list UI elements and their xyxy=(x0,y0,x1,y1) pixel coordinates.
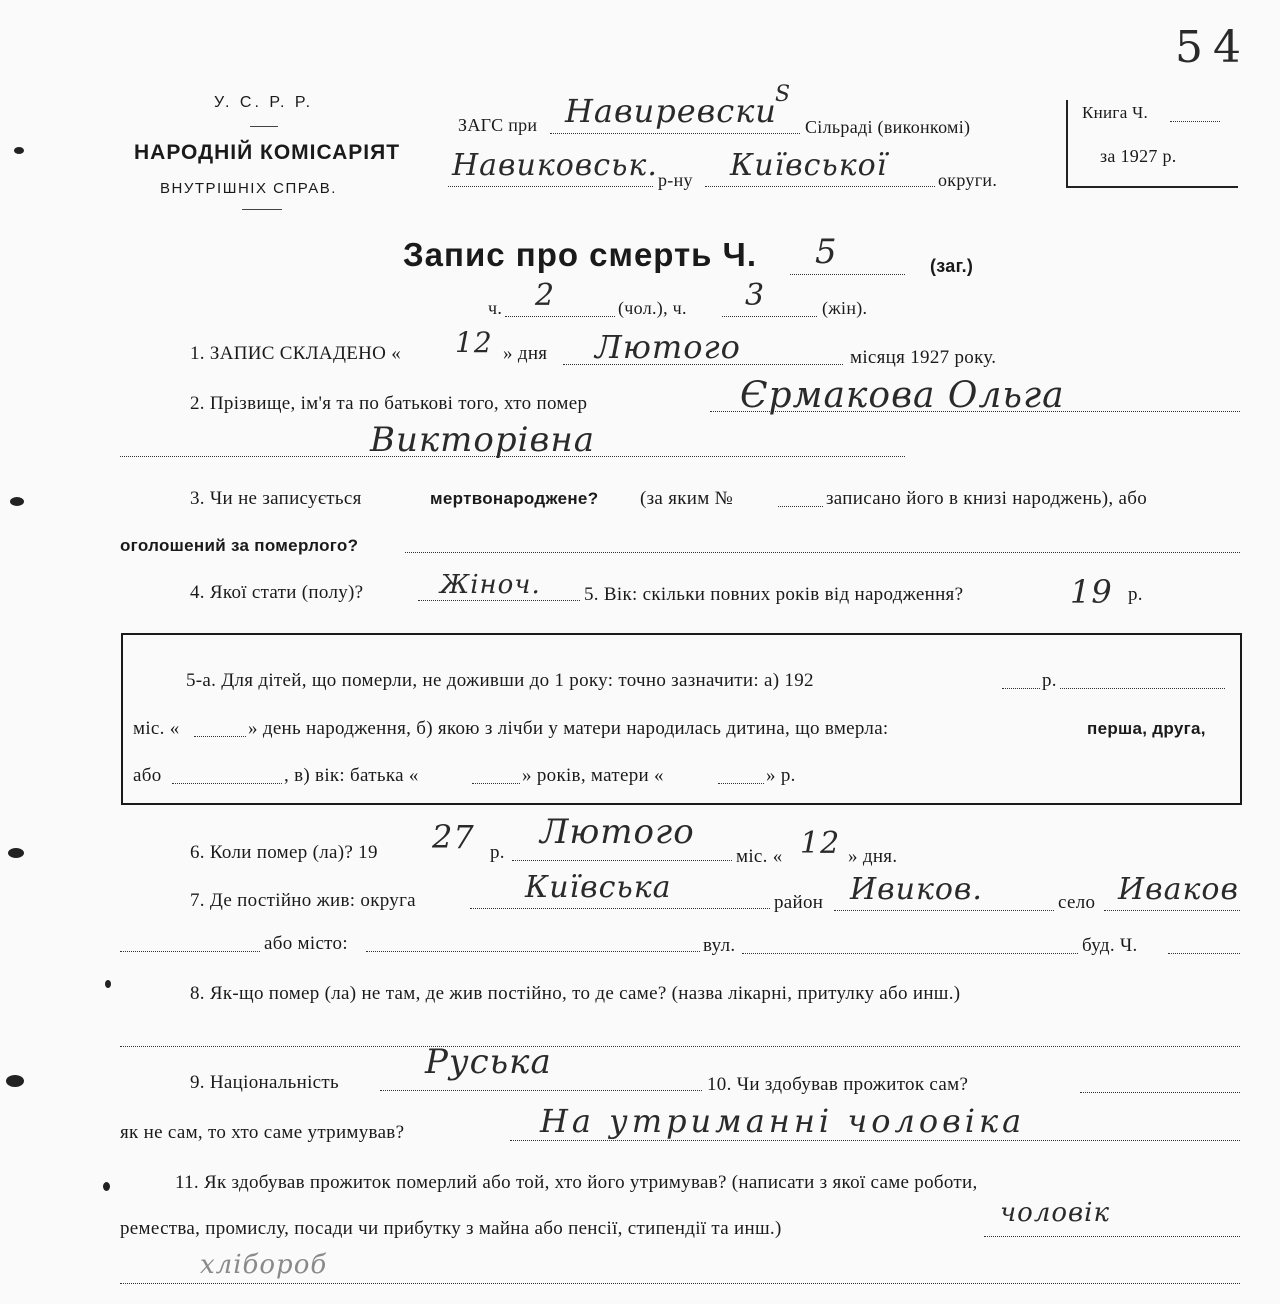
record-title: Запис про смерть Ч. xyxy=(403,236,757,273)
rayon-field-line xyxy=(448,186,653,187)
item7-street-line xyxy=(742,953,1078,954)
item7-rayon-line xyxy=(834,910,1054,911)
death-year-suffix: р. xyxy=(490,842,505,863)
item7-selo-label: село xyxy=(1058,892,1096,913)
death-month: Лютого xyxy=(540,812,695,852)
okruha-field-line xyxy=(705,186,935,187)
item3-number-line xyxy=(778,506,823,507)
deceased-patronymic: Викторівна xyxy=(370,420,595,460)
commissariat-subtitle: ВНУТРІШНІХ СПРАВ. xyxy=(160,180,337,197)
male-number-line xyxy=(505,316,615,317)
item5a-mother-line xyxy=(718,783,764,784)
item1-day: 12 xyxy=(455,326,493,359)
death-year: 27 xyxy=(432,818,475,856)
zags-sup: S xyxy=(775,82,792,107)
ink-spot xyxy=(105,980,111,988)
age-suffix: р. xyxy=(1128,584,1143,605)
zag-label: (заг.) xyxy=(930,256,974,276)
item11-line2 xyxy=(120,1283,1240,1284)
ch-label: ч. xyxy=(488,298,503,318)
death-day: 12 xyxy=(800,826,841,861)
item5a-day-line xyxy=(194,736,246,737)
female-number: 3 xyxy=(745,278,766,313)
item11-line xyxy=(984,1236,1240,1237)
item8-line xyxy=(120,1046,1240,1047)
item1-day-suffix: » дня xyxy=(503,343,548,364)
item10-label: 10. Чи здобував прожиток сам? xyxy=(707,1074,969,1095)
item10-supporter-line xyxy=(510,1140,1240,1141)
item5a-mother-label: » років, матери « xyxy=(522,765,664,786)
item7-label: 7. Де постійно жив: округа xyxy=(190,890,416,911)
occupation-value: хлібороб xyxy=(200,1250,328,1280)
item5a-line1: 5-а. Для дітей, що померли, не доживши до 1 року: точно зазначити: а) 192 xyxy=(186,670,814,691)
item1-month: Лютого xyxy=(595,328,741,366)
item11-label-cont: ремества, промислу, посади чи прибутку з майна або пенсії, стипендії та инш.) xyxy=(120,1218,782,1239)
item6-month-line xyxy=(512,860,732,861)
book-year: за 1927 р. xyxy=(1100,146,1177,166)
zags-value: Навиревски xyxy=(565,92,777,130)
female-label: (жін). xyxy=(822,298,868,318)
item9-line xyxy=(380,1090,702,1091)
item3-declared-dead: оголошений за померлого? xyxy=(120,536,359,555)
item1-year: місяця 1927 року. xyxy=(850,347,997,368)
item6-day-suffix: » дня. xyxy=(848,846,898,867)
republic-abbr: У. С. Р. Р. xyxy=(214,94,314,111)
zags-field-line xyxy=(550,133,800,134)
zags-label: ЗАГС при xyxy=(458,115,538,135)
item5-label: 5. Вік: скільки повних років від народження? xyxy=(584,584,964,605)
residence-selo: Иваков xyxy=(1118,872,1239,907)
item5a-month-label: міс. « xyxy=(133,718,180,739)
book-number-line xyxy=(1170,121,1220,122)
page-number: 54 xyxy=(1175,22,1251,73)
nationality-value: Руська xyxy=(425,1042,552,1082)
item10-supporter-label: як не сам, то хто саме утримував? xyxy=(120,1122,405,1143)
supporter-value: На утриманні чоловіка xyxy=(540,1102,1026,1140)
divider xyxy=(250,126,278,127)
punch-mark xyxy=(10,497,24,506)
age-value: 19 xyxy=(1070,573,1113,611)
punch-mark xyxy=(6,1075,24,1087)
item5a-or: або xyxy=(133,765,162,786)
item5a-year-line xyxy=(1002,688,1040,689)
item6-month-label: міс. « xyxy=(736,846,783,867)
item3-label: 3. Чи не записується xyxy=(190,488,362,509)
divider xyxy=(242,209,282,210)
item4-line xyxy=(418,600,580,601)
record-number: 5 xyxy=(815,232,838,272)
item5a-year-suffix: р. xyxy=(1042,670,1057,691)
male-label: (чол.), ч. xyxy=(618,298,687,318)
item7-street-label: вул. xyxy=(703,935,736,956)
item7-city-line xyxy=(366,951,700,952)
income-source-value: чоловік xyxy=(1000,1198,1111,1228)
item10-line xyxy=(1080,1092,1240,1093)
punch-mark xyxy=(14,147,24,154)
item8-label: 8. Як-що помер (ла) не там, де жив постійно, то де саме? (назва лікарні, притулку або инш.) xyxy=(190,983,961,1004)
book-label: Книга Ч. xyxy=(1082,103,1149,122)
residence-rayon: Ивиков. xyxy=(850,872,983,907)
item2-label: 2. Прізвище, ім'я та по батькові того, хто помер xyxy=(190,393,588,414)
item11-label: 11. Як здобував прожиток померлий або той, хто його утримував? (написати з якої саме роботи, xyxy=(175,1172,978,1193)
item3-line xyxy=(405,552,1240,553)
item5a-father-line xyxy=(472,783,520,784)
item5a-father-label: , в) вік: батька « xyxy=(284,765,419,786)
record-number-line xyxy=(790,274,905,275)
item7-line2 xyxy=(120,951,260,952)
item5a-order-line xyxy=(172,783,282,784)
deceased-name: Єрмакова Ольга xyxy=(740,375,1065,416)
residence-okruha: Київська xyxy=(525,870,672,905)
item7-selo-line xyxy=(1104,910,1240,911)
sex-value: Жіноч. xyxy=(440,570,541,600)
item5a-month-line xyxy=(1060,688,1225,689)
male-number: 2 xyxy=(535,278,556,313)
punch-mark xyxy=(8,848,24,858)
item7-house-line xyxy=(1168,953,1240,954)
item5a-order: перша, друга, xyxy=(1087,719,1206,738)
item9-label: 9. Національність xyxy=(190,1072,339,1093)
item3-number-label: (за яким № xyxy=(640,488,734,509)
item1-label: 1. ЗАПИС СКЛАДЕНО « xyxy=(190,343,402,364)
okruha-label: округи. xyxy=(938,170,998,190)
item4-label: 4. Якої стати (полу)? xyxy=(190,582,364,603)
rayon-label: р-ну xyxy=(658,170,693,190)
item5a-line2: » день народження, б) якою з лічби у матери народилась дитина, що вмерла: xyxy=(248,718,889,739)
item7-rayon-label: район xyxy=(774,892,824,913)
item7-house-label: буд. Ч. xyxy=(1082,935,1138,956)
item3-stillborn: мертвонароджене? xyxy=(430,489,599,508)
item7-city-label: або місто: xyxy=(264,933,348,954)
commissariat-title: НАРОДНІЙ КОМІСАРІЯТ xyxy=(134,141,401,164)
female-number-line xyxy=(722,316,817,317)
item7-okruha-line xyxy=(470,908,770,909)
item3-register: записано його в книзі народжень), або xyxy=(826,488,1147,509)
item6-label: 6. Коли помер (ла)? 19 xyxy=(190,842,378,863)
rayon-value: Навиковськ. xyxy=(452,148,658,183)
okruha-value: Київської xyxy=(730,148,888,183)
selrada-label: Сільраді (виконкомі) xyxy=(805,117,971,137)
item5a-mother-suffix: » р. xyxy=(766,765,796,786)
ink-spot xyxy=(103,1182,110,1191)
